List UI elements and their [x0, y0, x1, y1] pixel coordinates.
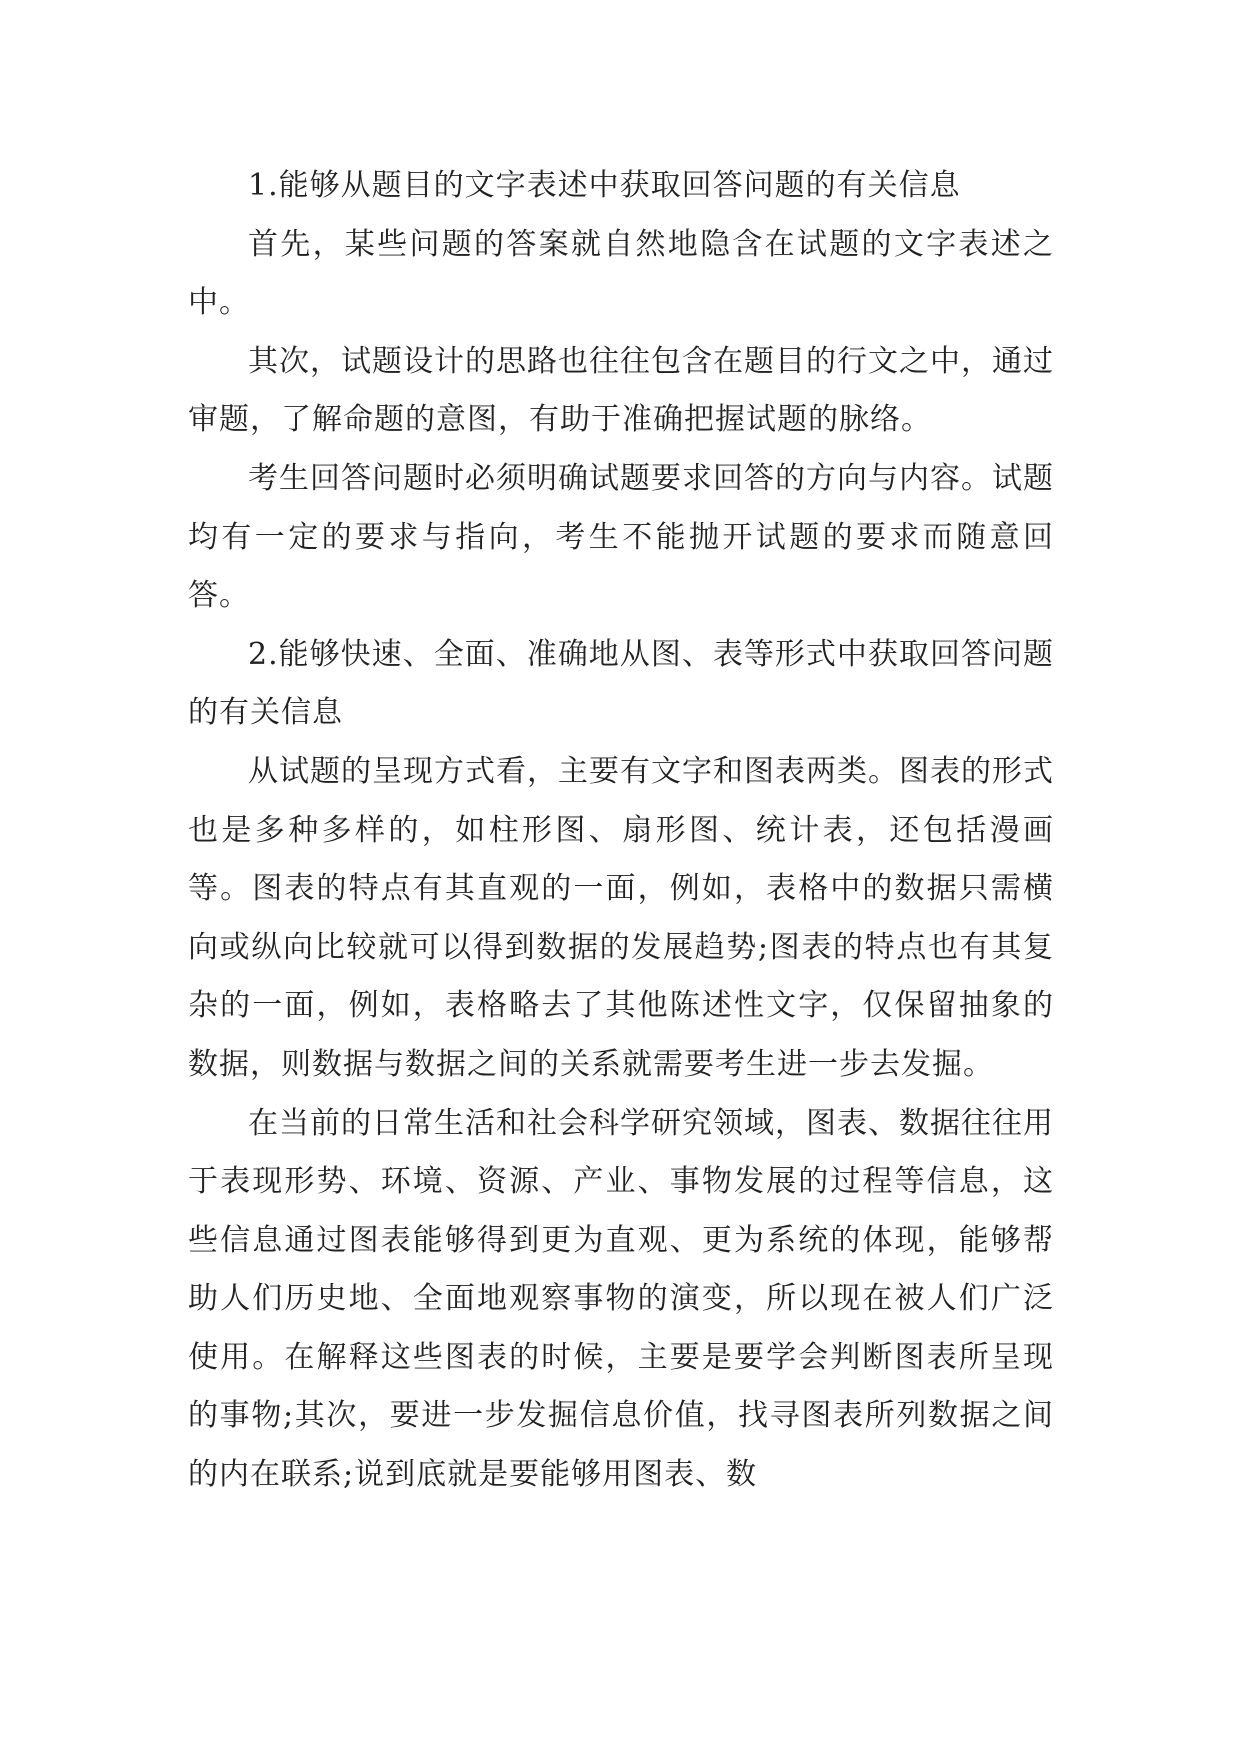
heading-point-2: 2.能够快速、全面、准确地从图、表等形式中获取回答问题的有关信息 — [188, 636, 1054, 731]
paragraph-second: 其次，试题设计的思路也往往包含在题目的行文之中，通过审题，了解命题的意图，有助于准确把握试题的脉络。 — [188, 343, 1054, 438]
heading-point-1: 1.能够从题目的文字表述中获取回答问题的有关信息 — [248, 168, 961, 203]
paragraph-chart-forms: 从试题的呈现方式看，主要有文字和图表两类。图表的形式也是多种多样的，如柱形图、扇形图、统计表，还包括漫画等。图表的特点有其直观的一面，例如，表格中的数据只需横向或纵向比较就可以得到数据的发展趋势;图表的特点也有其复杂的一面，例如，表格略去了其他陈述性文字，仅保留抽象的数据，则数据与数据之间的关系就需要考生进一步去发掘。 — [188, 753, 1054, 1082]
paragraph-chart-usage: 在当前的日常生活和社会科学研究领域，图表、数据往往用于表现形势、环境、资源、产业、事物发展的过程等信息，这些信息通过图表能够得到更为直观、更为系统的体现，能够帮助人们历史地、全面地观察事物的演变，所以现在被人们广泛使用。在解释这些图表的时候，主要是要学会判断图表所呈现的事物;其次，要进一步发掘信息价值，找寻图表所列数据之间的内在联系;说到底就是要能够用图表、数 — [188, 1105, 1054, 1493]
paragraph-answer-direction: 考生回答问题时必须明确试题要求回答的方向与内容。试题均有一定的要求与指向，考生不能抛开试题的要求而随意回答。 — [188, 460, 1054, 614]
document-body — [188, 157, 1054, 1505]
paragraph-first: 首先，某些问题的答案就自然地隐含在试题的文字表述之中。 — [188, 226, 1054, 321]
